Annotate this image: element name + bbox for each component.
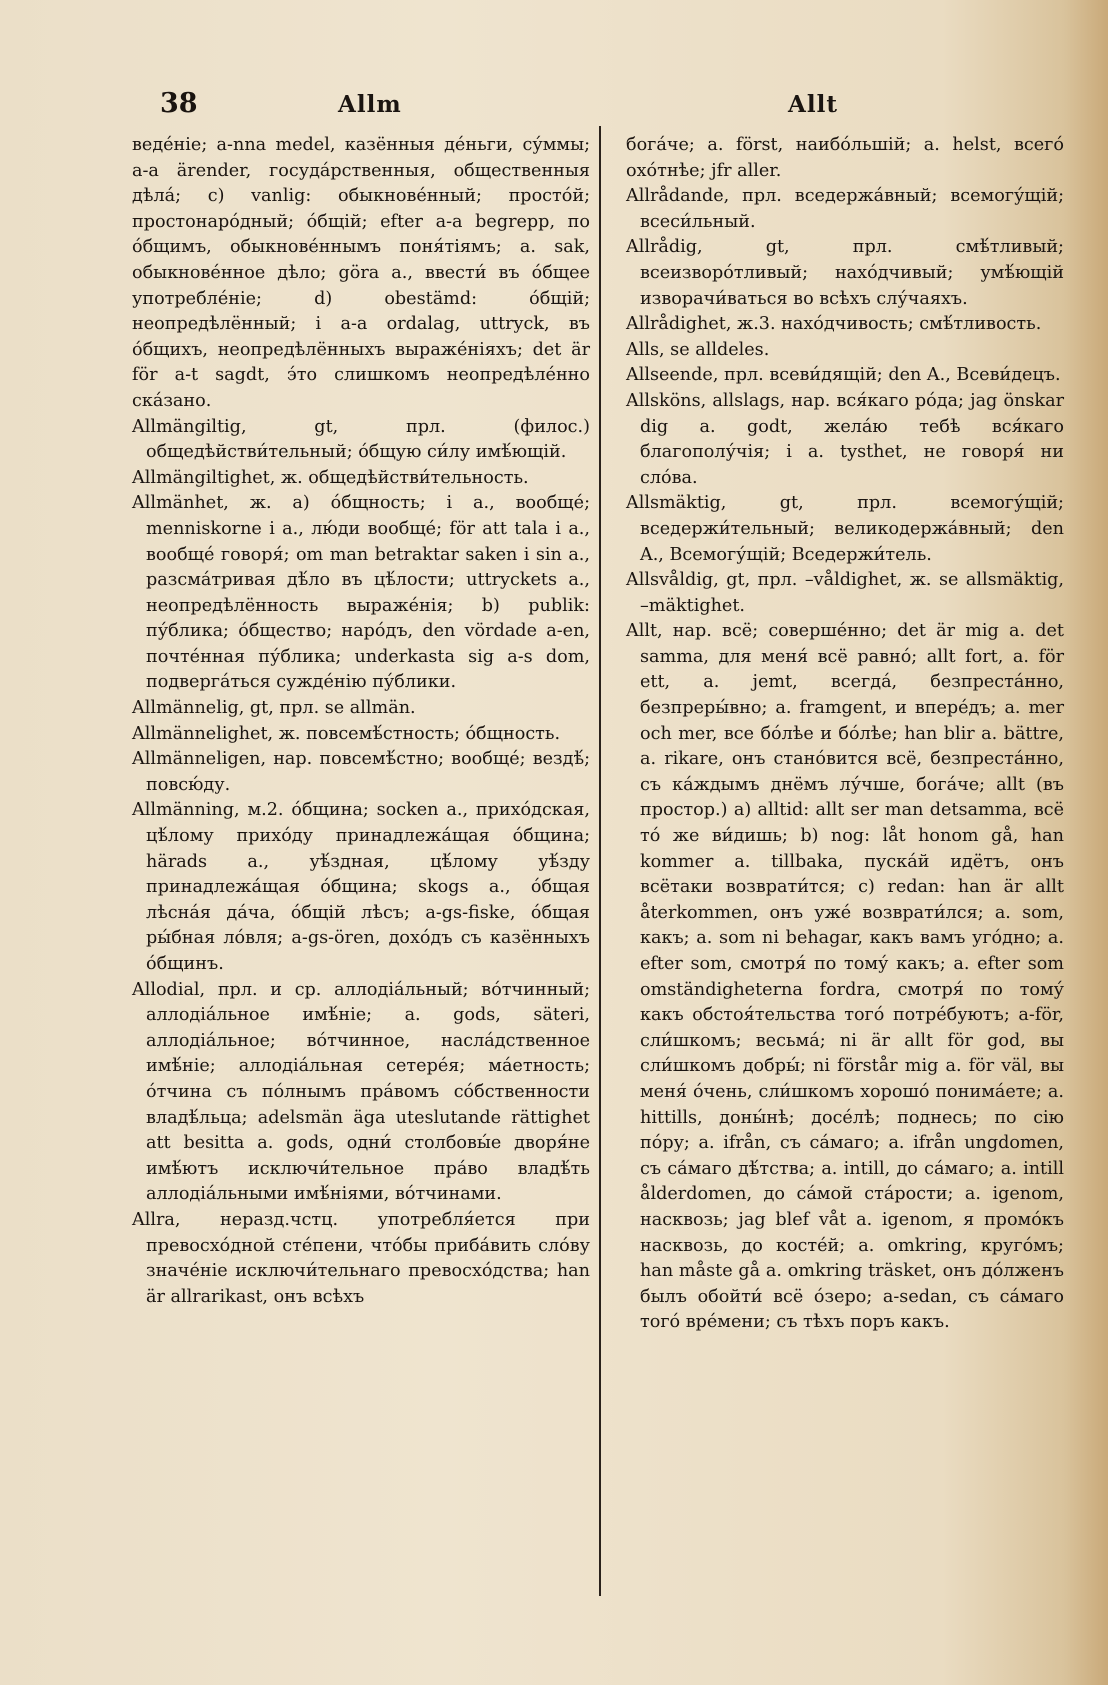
entry-allt: Allt, нар. всё; соверше́нно; det är mig a. det samma, для меня́ всё равно́; allt fort, a. för ett, a. jemt, всегда́, безпреста́нно, безпреры́вно; a. framgent, и впере́дъ; a. mer och mer, все бо́лѣе и бо́лѣе; han blir a. bättre, a. rikare, онъ стано́вится всё, безпреста́нно, съ ка́ждымъ днёмъ лу́чше, бога́че; allt (въ простор.) a) alltid: allt ser man detsamma, всё то́ же ви́дишь; b) nog: låt honom gå, han kommer a. tillbaka, пуска́й идётъ, онъ всётаки возврати́тся; c) redan: han är allt återkommen, онъ уже́ возврати́лся; a. som, какъ; a. som ni behagar, какъ вамъ уго́дно; a. efter som, смотря́ по тому́ какъ; a. efter som omständigheterna fordra, смотря́ по тому́ какъ обстоя́тельства того́ потре́буютъ; a-för, сли́шкомъ; весьма́; ni är allt för god, вы сли́шкомъ добры́; ni förstår mig a. för väl, вы меня́ о́чень, сли́шкомъ хорошо́ понима́ете; a. hittills, доны́нѣ; досе́лѣ; поднесь; по сію по́ру; a. ifrån, съ са́маго; a. ifrån ungdomen, съ са́маго дѣ́тства; a. intill, до са́маго; a. intill ålderdomen, до са́мой ста́рости; a. igenom, насквозь; jag blef våt a. igenom, я промо́къ насквозь, до косте́й; a. omkring, круго́мъ; han måste gå a. omkring träsket, онъ до́лженъ былъ обойти́ всё о́зеро; a-sedan, съ са́маго того́ вре́мени; съ тѣхъ поръ какъ. bbox=[626, 621, 1064, 1333]
entry-allmangiltighet: Allmängiltighet, ж. общедѣйстви́тельность. bbox=[132, 467, 529, 488]
entry-allodial: Allodial, прл. и ср. аллодіа́льный; во́тчинный; аллодіа́льное имѣ́ніе; a. gods, säteri, аллодіа́льное; во́тчинное, насла́дственное имѣ́ніе; аллодіа́льная сетере́я; ма́етность; о́тчина съ по́лнымъ пра́вомъ со́бственности владѣ́льца; adelsmän äga uteslutande rättighet att besitta a. gods, одни́ столбовы́е дворя́не имѣ́ютъ исключи́тельное пра́во владѣ́ть аллодіа́льными имѣ́ніями, во́тчинами. bbox=[132, 979, 590, 1205]
entry-allmannelig: Allmännelig, gt, прл. se allmän. bbox=[132, 698, 416, 719]
left-column bbox=[132, 133, 590, 1310]
entry-allmanneligen: Allmänneligen, нар. повсемѣ́стно; вообще́; вездѣ́; повсю́ду. bbox=[132, 749, 590, 795]
entry-allradig: Allrådig, gt, прл. смѣ́тливый; всеизворо́тливый; нахо́дчивый; умѣ́ющій изворачи́ваться во всѣхъ слу́чаяхъ. bbox=[626, 237, 1064, 309]
entry-allradande: Allrådande, прл. вседержа́вный; всемогу́щій; всеси́льный. bbox=[626, 186, 1064, 232]
right-running-head: Allt bbox=[788, 91, 838, 118]
entry-allsvaldig: Allsvåldig, gt, прл. –våldighet, ж. se allsmäktig, –mäktighet. bbox=[626, 570, 1064, 616]
entry-allmanning: Allmänning, м.2. о́бщина; socken a., прихо́дская, цѣ́лому прихо́ду принадлежа́щая о́бщина; härads a., уѣ́здная, цѣ́лому уѣ́зду принадлежа́щая о́бщина; skogs a., о́бщая лѣсна́я да́ча, о́бщій лѣсъ; a-gs-fiske, о́бщая ры́бная ло́вля; a-gs-ören, дохо́дъ съ казённыхъ о́бщинъ. bbox=[132, 800, 590, 974]
entry-allskons: Allsköns, allslags, нар. вся́каго ро́да; jag önskar dig a. godt, жела́ю тебѣ вся́каго благополу́чія; i a. tysthet, не говоря́ ни сло́ва. bbox=[626, 390, 1064, 488]
entry-continuation: веде́ніе; a-nna medel, казённыя де́ньги, су́ммы; a-a ärender, госуда́рственныя, общественныя дѣла́; c) vanlig: обыкнове́нный; просто́й; простонаро́дный; о́бщій; efter a-a begrepp, по о́бщимъ, обыкнове́ннымъ поня́тіямъ; a. sak, обыкнове́нное дѣло; göra a., ввести́ въ о́бщее употребле́ніе; d) obestämd: о́бщій; неопредѣлённый; i a-a ordalag, uttryck, въ о́бщихъ, неопредѣлённыхъ выраже́ніяхъ; det är för a-t sagdt, э́то слишкомъ неопредѣле́нно ска́зано. bbox=[132, 135, 590, 411]
left-running-head: Allm bbox=[338, 91, 402, 118]
entry-allmannelighet: Allmännelighet, ж. повсемѣ́стность; о́бщность. bbox=[132, 723, 561, 744]
entry-allseende: Allseende, прл. всеви́дящій; den A., Всеви́децъ. bbox=[626, 365, 1061, 386]
entry-allmangiltig: Allmängiltig, gt, прл. (филос.) общедѣйстви́тельный; о́бщую си́лу имѣ́ющій. bbox=[132, 416, 590, 463]
entry-alls: Alls, se alldeles. bbox=[626, 339, 770, 360]
column-divider bbox=[599, 126, 601, 1596]
right-column bbox=[626, 133, 1064, 1336]
entry-allmanhet: Allmänhet, ж. a) о́бщность; i a., вообще́; menniskorne i a., лю́ди вообще́; för att tala i a., вообще́ говоря́; om man betraktar saken i sin a., разсма́тривая дѣ́ло въ цѣ́лости; uttryckets a., неопредѣлённость выраже́нія; b) publik: пу́блика; о́бщество; наро́дъ, den vördade a-en, почте́нная пу́блика; underkasta sig a-s dom, подверга́ться сужде́нію пу́блики. bbox=[132, 493, 590, 693]
entry-continuation: бога́че; a. först, наибо́льшій; a. helst, всего́ охо́тнѣе; jfr aller. bbox=[626, 135, 1064, 181]
page-number: 38 bbox=[160, 88, 198, 119]
entry-allradighet: Allrådighet, ж.3. нахо́дчивость; смѣ́тливость. bbox=[626, 314, 1042, 335]
page-header bbox=[0, 88, 1108, 128]
entry-allra: Allra, неразд.чстц. употребля́ется при превосхо́дной сте́пени, что́бы приба́вить сло́ву значе́ніе исключи́тельнаго превосхо́дства; han är allrarikast, онъ всѣхъ bbox=[132, 1209, 590, 1307]
entry-allsmaktig: Allsmäktig, gt, прл. всемогу́щій; вседержи́тельный; великодержа́вный; den A., Всемогу́щій; Вседержи́тель. bbox=[626, 493, 1064, 565]
